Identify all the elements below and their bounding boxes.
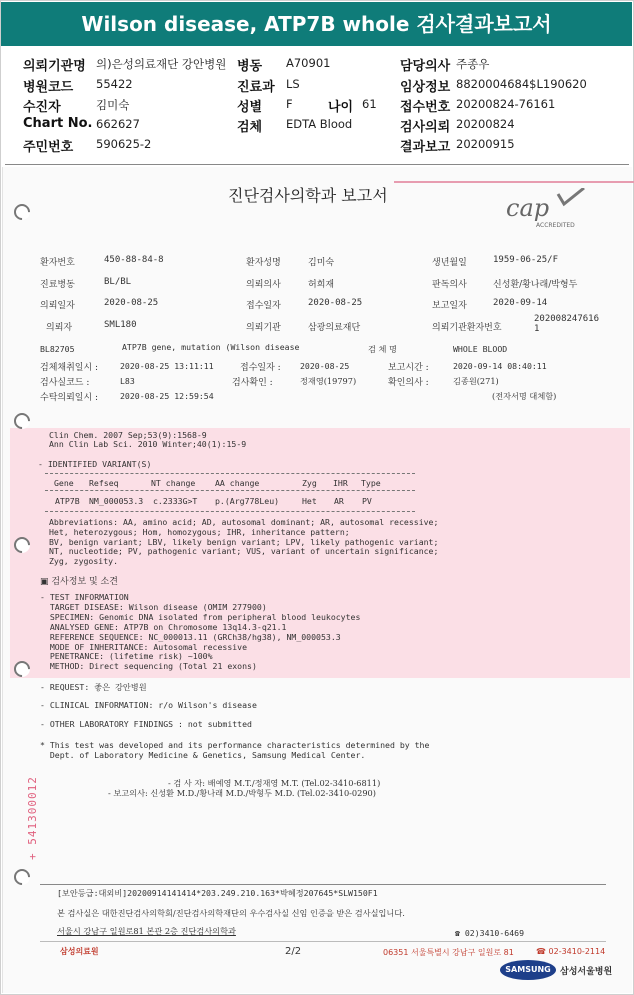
value-test-request: 20200824	[456, 117, 515, 131]
test-info-line: - TEST INFORMATION	[40, 592, 129, 602]
variant-header-gene: Gene	[54, 478, 74, 488]
variant-section-title: - IDENTIFIED VARIANT(S)	[38, 459, 152, 469]
footer-phone: ☎ 02-3410-2114	[536, 947, 606, 956]
variant-cell-gene: ATP7B	[55, 496, 80, 506]
info-label: 환자성명	[246, 258, 281, 268]
value-receipt-no: 20200824-76161	[456, 97, 556, 111]
test-info-line: PENETRANCE: (lifetime risk) ~100%	[40, 651, 213, 661]
samsung-logo-text: SAMSUNG	[505, 965, 551, 974]
receipt-value: 2020-08-25	[300, 361, 350, 371]
lab-phone: ☎ 02)3410-6469	[455, 928, 525, 938]
test-info-line: SPECIMEN: Genomic DNA isolated from peripheral blood leukocytes	[40, 612, 361, 622]
abbreviation-line: NT, nucleotide; PV, pathogenic variant; VUS, variant of uncertain significance;	[49, 546, 439, 556]
info-label: 보고일자	[432, 301, 467, 311]
value-resident-no: 590625-2	[96, 137, 152, 151]
findings-section-title: ▣ 검사정보 및 소견	[40, 577, 118, 587]
info-label: 의뢰자	[46, 323, 73, 333]
cap-accredited-text: ACCREDITED	[536, 222, 575, 229]
label-resident-no: 주민번호	[23, 140, 74, 155]
info-value: 2020-08-25	[104, 298, 159, 308]
label-ward: 병동	[237, 59, 263, 74]
divider	[45, 511, 415, 512]
reference-line: Clin Chem. 2007 Sep;53(9):1568-9	[49, 430, 207, 440]
commission-label: 수탁의뢰일시 :	[40, 393, 99, 403]
check-value: 정재영(19797)	[300, 376, 357, 386]
report-title: 진단검사의학과 보고서	[228, 186, 388, 205]
info-label: 의뢰기관환자번호	[432, 323, 502, 333]
label-receipt-no: 접수번호	[400, 100, 451, 115]
label-age: 나이	[328, 100, 354, 115]
samsung-logo	[500, 960, 556, 980]
clinical-info-line: - CLINICAL INFORMATION: r/o Wilson's disease	[40, 700, 257, 710]
info-value: 삼광의료재단	[308, 323, 361, 333]
e-signature-note: (전자서명 대체함)	[492, 391, 557, 401]
divider	[45, 473, 415, 474]
label-chart-no: Chart No.	[23, 116, 93, 131]
hospital-name: 삼성서울병원	[560, 967, 613, 977]
report-time-value: 2020-09-14 08:40:11	[453, 361, 547, 371]
info-value: BL/BL	[104, 277, 132, 287]
value-chart-no: 662627	[96, 117, 140, 131]
lab-code-label: 검사실코드 :	[40, 378, 90, 388]
reporting-doctor-signature: - 보고의사: 신성환 M.D./황나래 M.D./박형두 M.D. (Tel.02-3410-0290)	[108, 788, 376, 798]
value-department: LS	[286, 77, 300, 91]
info-label: 의뢰기관	[246, 323, 281, 333]
info-value: 450-88-84-8	[104, 255, 164, 265]
title-accent-line	[394, 181, 634, 183]
variant-header-zyg: Zyg	[302, 478, 317, 488]
variant-header-refseq: Refseq	[89, 478, 119, 488]
confirm-doctor-label: 확인의사 :	[388, 378, 429, 388]
variant-cell-aa: p.(Arg778Leu)	[215, 496, 280, 506]
lab-address: 서울시 강남구 일원로81 본관 2층 진단검사의학과	[57, 926, 236, 936]
label-sex: 성별	[237, 100, 263, 115]
report-banner-title: Wilson disease, ATP7B whole 검사결과보고서	[1, 2, 632, 46]
variant-header-aa: AA change	[215, 478, 260, 488]
info-label: 의뢰의사	[246, 280, 281, 290]
label-requesting-institution: 의뢰기관명	[23, 59, 86, 74]
confirm-doctor-value: 김종원(271)	[453, 376, 499, 386]
info-value: 2020-08-25	[308, 298, 363, 308]
certification-line: 본 검사실은 대한진단검사의학회/진단검사의학재단의 우수검사실 신임 인증을 받은 검사실입니다.	[57, 908, 405, 918]
lab-code-value: L83	[120, 376, 135, 386]
receipt-label: 접수일자 :	[240, 363, 281, 373]
info-label: 접수일자	[246, 301, 281, 311]
divider	[45, 490, 415, 491]
info-value: 1959-06-25/F	[493, 255, 559, 265]
test-name: ATP7B gene, mutation (Wilson disease	[122, 342, 300, 352]
divider	[40, 884, 606, 885]
commission-value: 2020-08-25 12:59:54	[120, 391, 214, 401]
abbreviation-line: Abbreviations: AA, amino acid; AD, autosomal dominant; AR, autosomal recessive;	[49, 517, 439, 527]
page-number: 2/2	[285, 946, 302, 957]
reference-line: Ann Clin Lab Sci. 2010 Winter;40(1):15-9	[49, 439, 247, 449]
info-label: 판독의사	[432, 280, 467, 290]
label-doctor: 담당의사	[400, 59, 451, 74]
value-hospital-code: 55422	[96, 77, 133, 91]
disclaimer-line: Dept. of Laboratory Medicine & Genetics, Samsung Medical Center.	[40, 750, 366, 760]
info-label: 진료병동	[40, 280, 75, 290]
vertical-barcode-text: + 541300012	[26, 776, 39, 860]
variant-cell-ihr: AR	[334, 496, 344, 506]
info-value: 김미숙	[308, 258, 335, 268]
value-patient: 김미숙	[96, 98, 130, 112]
label-department: 진료과	[237, 80, 275, 95]
label-hospital-code: 병원코드	[23, 80, 74, 95]
variant-cell-type: PV	[362, 496, 372, 506]
value-clinical-info: 8820004684$L190620	[456, 77, 587, 91]
info-value: 신성환/황나래/박형두	[493, 280, 578, 290]
info-value: 허희재	[308, 280, 335, 290]
info-value: 2020-09-14	[493, 298, 548, 308]
info-label: 생년월일	[432, 258, 467, 268]
request-line: - REQUEST: 좋은 강안병원	[40, 682, 147, 692]
cap-logo-text: cap	[506, 194, 550, 222]
report-time-label: 보고시간 :	[388, 363, 429, 373]
abbreviation-line: Het, heterozygous; Hom, homozygous; IHR, inheritance pattern;	[49, 527, 350, 537]
label-patient: 수진자	[23, 100, 61, 115]
abbreviation-line: Zyg, zygosity.	[49, 556, 119, 566]
variant-cell-nt: c.2333G>T	[153, 496, 198, 506]
test-info-line: MODE OF INHERITANCE: Autosomal recessive	[40, 642, 248, 652]
variant-cell-zyg: Het	[302, 496, 317, 506]
collection-label: 검체채취일시 :	[40, 363, 99, 373]
value-age: 61	[362, 97, 377, 111]
test-info-line: TARGET DISEASE: Wilson disease (OMIM 277900)	[40, 602, 267, 612]
variant-header-nt: NT change	[151, 478, 196, 488]
value-result-report: 20200915	[456, 137, 515, 151]
value-ward: A70901	[286, 56, 331, 70]
variant-cell-refseq: NM_000053.3	[89, 496, 144, 506]
footer-address: 06351 서울특별시 강남구 일원로 81	[383, 948, 514, 957]
header-divider	[5, 164, 629, 165]
check-label: 검사확인 :	[232, 378, 273, 388]
test-info-line: ANALYSED GENE: ATP7B on Chromosome 13q14.3-q21.1	[40, 622, 287, 632]
collection-value: 2020-08-25 13:11:11	[120, 361, 214, 371]
tester-signature: - 검 사 자: 배예영 M.T./정재영 M.T. (Tel.02-3410-6811)	[168, 778, 381, 788]
label-test-request: 검사의뢰	[400, 120, 451, 135]
test-info-line: METHOD: Direct sequencing (Total 21 exons)	[40, 661, 257, 671]
variant-header-ihr: IHR	[333, 478, 348, 488]
variant-header-type: Type	[361, 478, 381, 488]
disclaimer-line: * This test was developed and its performance characteristics determined by the	[40, 740, 430, 750]
test-info-line: REFERENCE SEQUENCE: NC_000013.11 (GRCh38/hg38), NM_000053.3	[40, 632, 341, 642]
value-doctor: 주종우	[456, 57, 490, 71]
label-specimen: 검체	[237, 120, 263, 135]
security-line: [보안등급:대외비]20200914141414*203.249.210.163*박혜정207645*SLW150F1	[57, 888, 378, 898]
cap-accreditation-logo	[500, 188, 590, 232]
specimen-value: WHOLE BLOOD	[453, 344, 508, 354]
abbreviation-line: BV, benign variant; LBV, likely benign variant; LPV, likely pathogenic variant;	[49, 537, 439, 547]
value-requesting-institution: 의)은성의료재단 강안병원	[96, 57, 227, 71]
info-value: 202008247616 1	[534, 314, 600, 334]
specimen-label: 검 체 명	[368, 344, 397, 354]
divider	[40, 941, 606, 942]
test-code: BL82705	[40, 344, 75, 354]
info-label: 환자번호	[40, 258, 75, 268]
info-value: SML180	[104, 320, 137, 330]
value-specimen: EDTA Blood	[286, 117, 353, 131]
label-result-report: 결과보고	[400, 140, 451, 155]
value-sex: F	[286, 97, 293, 111]
footer-org: 삼성의료원	[60, 947, 99, 956]
other-findings-line: - OTHER LABORATORY FINDINGS : not submitted	[40, 719, 252, 729]
label-clinical-info: 임상정보	[400, 80, 451, 95]
info-label: 의뢰일자	[40, 301, 75, 311]
